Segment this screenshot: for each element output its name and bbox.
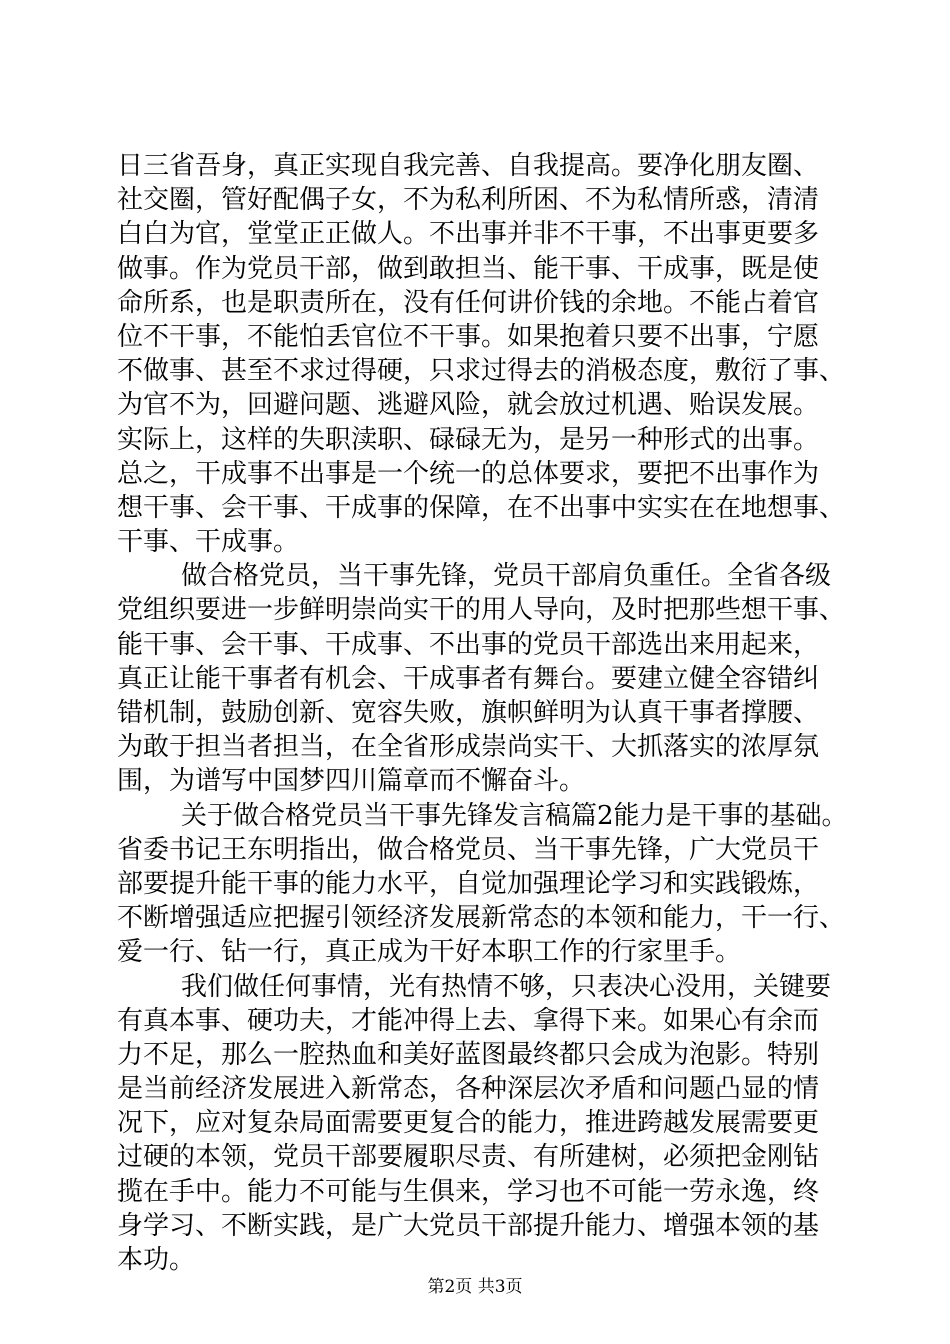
paragraph-start-line: 关于做合格党员当干事先锋发言稿篇2能力是干事的基础。: [181, 800, 848, 831]
document-body: [117, 149, 847, 1277]
text-line: 省委书记王东明指出，做合格党员、当干事先锋，广大党员干: [117, 834, 820, 865]
text-line: 能干事、会干事、干成事、不出事的党员干部选出来用起来，: [117, 629, 820, 660]
text-line: 日三省吾身，真正实现自我完善、自我提高。要净化朋友圈、: [117, 151, 820, 181]
text-line: 况下，应对复杂局面需要更复合的能力，推进跨越发展需要更: [117, 1108, 820, 1139]
text-line: 过硬的本领，党员干部要履职尽责、有所建树，必须把金刚钻: [117, 1142, 820, 1173]
text-line: 命所系，也是职责所在，没有任何讲价钱的余地。不能占着官: [117, 287, 820, 318]
text-line: 社交圈，管好配偶子女，不为私利所困、不为私情所惑，清清: [117, 185, 820, 216]
text-line: 真正让能干事者有机会、干成事者有舞台。要建立健全容错纠: [117, 663, 820, 694]
text-line: 力不足，那么一腔热血和美好蓝图最终都只会成为泡影。特别: [117, 1039, 820, 1070]
paragraph-start-line: 做合格党员，当干事先锋，党员干部肩负重任。全省各级: [181, 561, 832, 592]
text-line: 实际上，这样的失职渎职、碌碌无为，是另一种形式的出事。: [117, 424, 820, 455]
text-line: 本功。: [117, 1245, 196, 1275]
text-line: 错机制，鼓励创新、宽容失败，旗帜鲜明为认真干事者撑腰、: [117, 698, 820, 728]
text-line: 想干事、会干事、干成事的保障，在不出事中实实在在地想事、: [117, 492, 846, 523]
text-line: 为官不为，回避问题、逃避风险，就会放过机遇、贻误发展。: [117, 390, 820, 421]
text-line: 不做事、甚至不求过得硬，只求过得去的消极态度，敷衍了事、: [117, 356, 846, 387]
text-line: 为敢于担当者担当，在全省形成崇尚实干、大抓落实的浓厚氛: [117, 732, 820, 763]
text-line: 党组织要进一步鲜明崇尚实干的用人导向，及时把那些想干事、: [117, 595, 846, 626]
paragraph-start-line: 我们做任何事情，光有热情不够，只表决心没用，关键要: [181, 971, 832, 1002]
text-line: 是当前经济发展进入新常态，各种深层次矛盾和问题凸显的情: [117, 1074, 820, 1105]
text-line: 围，为谱写中国梦四川篇章而不懈奋斗。: [117, 766, 586, 797]
page-number-footer: 第2页 共3页: [427, 1277, 523, 1297]
text-line: 位不干事，不能怕丢官位不干事。如果抱着只要不出事，宁愿: [117, 321, 820, 352]
text-line: 揽在手中。能力不可能与生俱来，学习也不可能一劳永逸，终: [117, 1176, 820, 1207]
text-line: 身学习、不断实践，是广大党员干部提升能力、增强本领的基: [117, 1210, 820, 1241]
text-line: 干事、干成事。: [117, 527, 300, 558]
text-line: 有真本事、硬功夫，才能冲得上去、拿得下来。如果心有余而: [117, 1005, 820, 1036]
text-line: 白白为官，堂堂正正做人。不出事并非不干事，不出事更要多: [117, 219, 820, 250]
text-line: 总之，干成事不出事是一个统一的总体要求，要把不出事作为: [117, 458, 820, 489]
text-line: 部要提升能干事的能力水平，自觉加强理论学习和实践锻炼，: [117, 868, 820, 899]
text-line: 不断增强适应把握引领经济发展新常态的本领和能力，干一行、: [117, 903, 846, 934]
text-line: 做事。作为党员干部，做到敢担当、能干事、干成事，既是使: [117, 253, 820, 284]
text-line: 爱一行、钻一行，真正成为干好本职工作的行家里手。: [117, 937, 742, 968]
